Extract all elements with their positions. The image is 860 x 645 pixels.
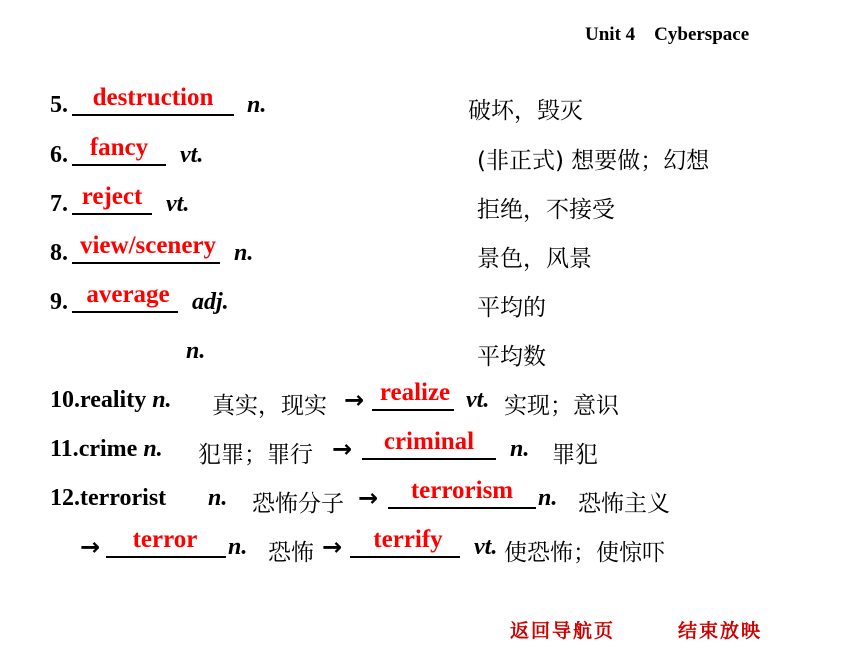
row-prefix [50,387,172,414]
item-number: 9. [50,289,68,315]
item-number: 12. [50,485,80,511]
answer-text: terrify [373,526,443,553]
chinese-meaning: 犯罪；罪行 [198,442,313,468]
target-meaning: 使恐怖；使惊吓 [504,540,665,566]
item-number: 6. [50,142,68,168]
part-of-speech: vt. [180,142,204,168]
target-part-of-speech: n. [538,485,558,511]
chinese-meaning: 破坏，毁灭 [468,98,583,124]
arrow-icon: → [358,484,379,512]
chinese-meaning: (非正式) 想要做；幻想 [477,148,710,174]
vocab-row-9 [0,281,860,329]
answer-blank [72,164,166,166]
vocab-row-9-noun [0,338,860,378]
arrow-icon: → [332,435,353,463]
answer-text: terrorism [410,477,514,504]
target-part-of-speech: vt. [466,387,490,413]
derivation-row-10 [0,379,860,427]
answer-text: destruction [92,84,214,111]
chinese-meaning: 平均的 [477,295,546,321]
vocab-row-7 [0,183,860,231]
vocab-row-5 [0,84,860,132]
unit-header [585,24,749,46]
item-number: 10. [50,387,80,413]
chinese-meaning: 恐怖分子 [252,491,344,517]
answer-text: criminal [383,428,475,455]
target-part-of-speech: n. [510,436,530,462]
answer-blank [388,507,536,509]
answer-blank [106,556,226,558]
end-show-link[interactable]: 结束放映 [678,620,763,642]
part-of-speech: n. [186,338,206,364]
answer-blank [362,458,496,460]
unit-label: Unit 4 [585,24,636,45]
answer-text: average [86,281,170,308]
chinese-meaning: 真实，现实 [212,393,327,419]
source-word: reality [80,387,147,413]
chinese-meaning: 平均数 [477,344,546,370]
target-part-of-speech: vt. [474,534,498,560]
part-of-speech: n. [247,92,267,118]
chinese-meaning: 恐怖 [268,540,314,566]
answer-text: view/scenery [79,232,217,259]
answer-blank [72,311,178,313]
unit-title: Cyberspace [654,24,750,45]
answer-blank [72,213,152,215]
item-number: 5. [50,92,68,118]
source-word: terrorist [80,485,167,511]
answer-text: realize [379,379,451,406]
answer-blank [72,262,220,264]
derivation-row-13 [0,526,860,574]
part-of-speech: vt. [166,191,190,217]
arrow-icon: → [322,533,343,561]
target-meaning: 实现；意识 [504,393,619,419]
item-number-word [50,485,166,512]
answer-text: reject [81,183,143,210]
answer-blank [350,556,460,558]
derivation-row-11 [0,428,860,476]
back-to-nav-link[interactable]: 返回导航页 [510,620,616,642]
derivation-row-12 [0,477,860,525]
item-number: 7. [50,191,68,217]
target-meaning: 罪犯 [552,442,598,468]
arrow-icon: → [344,386,365,414]
item-number: 11. [50,436,79,462]
chinese-meaning: 拒绝，不接受 [477,197,615,223]
part-of-speech: n. [143,436,163,462]
part-of-speech: n. [152,387,172,413]
answer-blank [372,409,454,411]
target-meaning: 恐怖主义 [578,491,670,517]
answer-text: terror [132,526,198,553]
part-of-speech: n. [228,534,248,560]
source-word: crime [78,436,138,462]
vocab-row-6 [0,134,860,182]
row-prefix [50,436,163,463]
arrow-icon: → [80,533,101,561]
part-of-speech: n. [208,485,228,511]
vocab-row-8 [0,232,860,280]
answer-text: fancy [89,134,149,161]
item-number: 8. [50,240,68,266]
part-of-speech: adj. [192,289,229,315]
chinese-meaning: 景色，风景 [477,246,592,272]
part-of-speech: n. [234,240,254,266]
answer-blank [72,114,234,116]
